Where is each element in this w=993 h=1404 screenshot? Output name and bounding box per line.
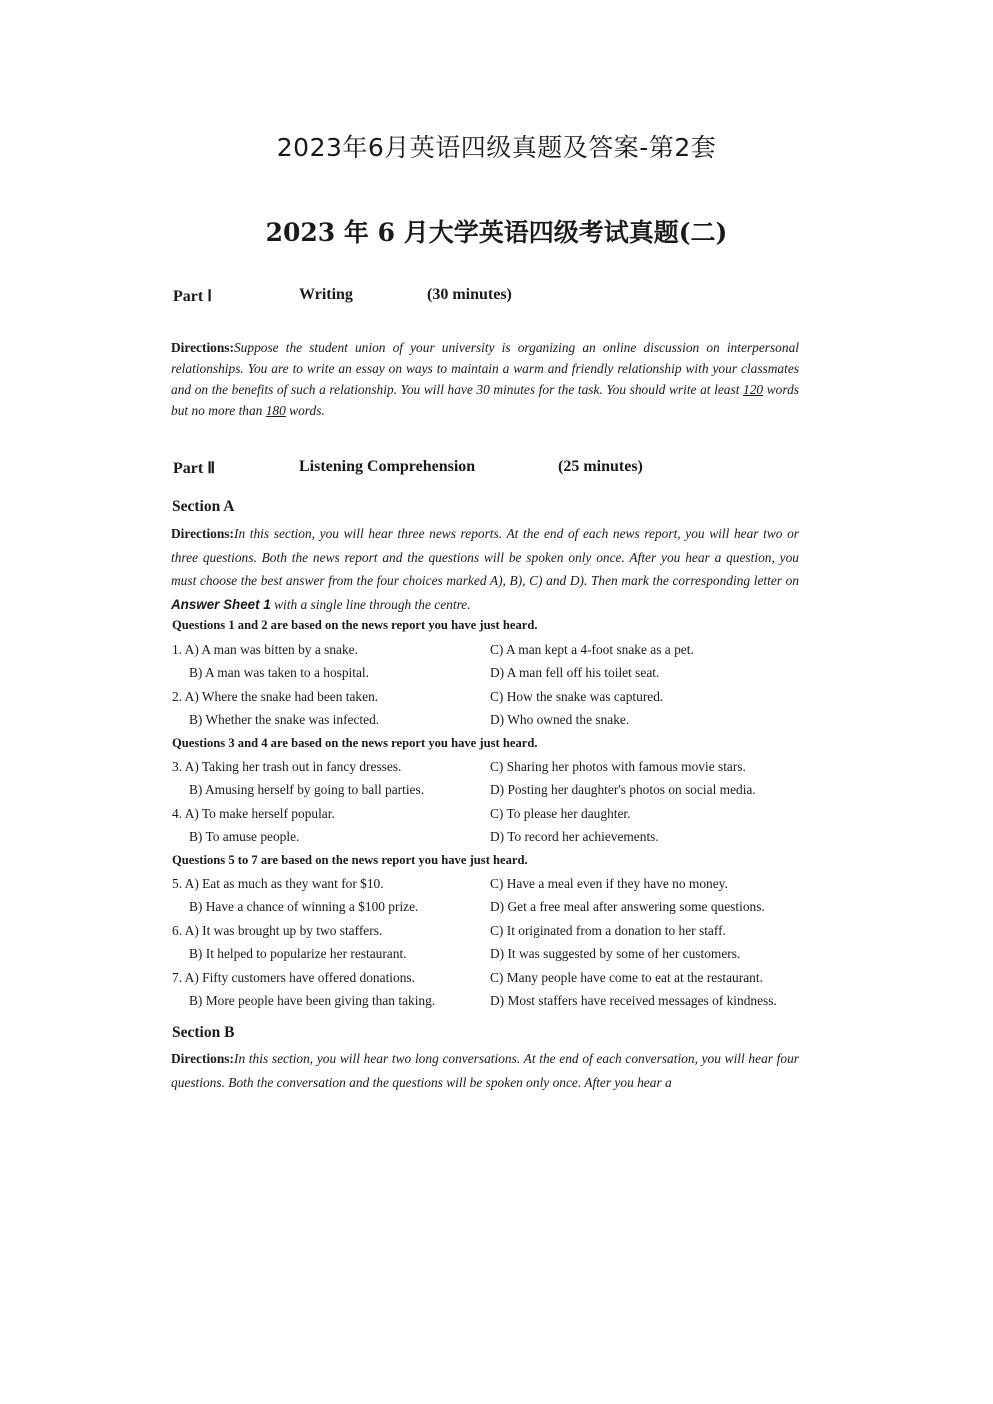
directions-text: with a single line through the centre. [270, 596, 471, 612]
q6-option-a: 6. A) It was brought up by two staffers. [172, 923, 383, 938]
question-group-heading: Questions 3 and 4 are based on the news report you have just heard. [172, 736, 538, 750]
part2-name: Listening Comprehension [299, 458, 476, 475]
q5-option-b: B) Have a chance of winning a $100 prize. [189, 899, 419, 914]
directions-text: words. [285, 403, 325, 418]
answer-sheet-label: Answer Sheet 1 [171, 596, 271, 612]
directions-label: Directions: [171, 1051, 234, 1066]
q7-option-b: B) More people have been giving than taking. [189, 993, 436, 1008]
q3-option-a: 3. A) Taking her trash out in fancy dresses. [172, 759, 402, 774]
q6-option-c: C) It originated from a donation to her staff. [490, 923, 726, 938]
q1-option-a: 1. A) A man was bitten by a snake. [172, 642, 358, 657]
directions-label: Directions: [171, 526, 234, 541]
q5-option-a: 5. A) Eat as much as they want for $10. [172, 876, 384, 891]
section-b-directions [171, 1047, 799, 1094]
q2-option-b: B) Whether the snake was infected. [189, 712, 380, 727]
q7-option-d: D) Most staffers have received messages of kindness. [490, 993, 777, 1008]
exam-title: 2023 年 6 月大学英语四级考试真题(二) [265, 218, 728, 247]
part1-directions [171, 337, 799, 421]
directions-text: Suppose the student union of your university is organizing an online discussion on interpersonal relationships. You are to write an essay on ways to maintain a warm and friendly relationship with your classmates and on the benefits of such a relationship. You will have 30 minutes for the task. You should write at least [171, 340, 799, 397]
part2-time: (25 minutes) [558, 458, 643, 475]
q1-option-b: B) A man was taken to a hospital. [189, 665, 370, 680]
section-a-directions [171, 522, 799, 616]
question-group-heading: Questions 5 to 7 are based on the news report you have just heard. [172, 853, 528, 867]
q2-option-c: C) How the snake was captured. [490, 689, 664, 704]
directions-text: words but no more than [171, 382, 799, 418]
q2-option-d: D) Who owned the snake. [490, 712, 630, 727]
min-words: 120 [743, 382, 764, 397]
q7-option-c: C) Many people have come to eat at the restaurant. [490, 970, 763, 985]
q5-option-d: D) Get a free meal after answering some questions. [490, 899, 765, 914]
q4-option-b: B) To amuse people. [189, 829, 300, 844]
section-a-title: Section A [172, 498, 235, 515]
part1-name: Writing [299, 286, 353, 303]
question-group-heading: Questions 1 and 2 are based on the news report you have just heard. [172, 618, 538, 632]
directions-text: In this section, you will hear two long conversations. At the end of each conversation, you will hear four questions. Both the conversation and the questions will be spoken only once. After you hear a [171, 1051, 799, 1090]
q1-option-d: D) A man fell off his toilet seat. [490, 665, 660, 680]
q6-option-d: D) It was suggested by some of her customers. [490, 946, 741, 961]
q3-option-d: D) Posting her daughter's photos on social media. [490, 782, 756, 797]
part1-label: Part Ⅰ [173, 288, 212, 305]
q3-option-c: C) Sharing her photos with famous movie stars. [490, 759, 746, 774]
q3-option-b: B) Amusing herself by going to ball parties. [189, 782, 425, 797]
directions-text: In this section, you will hear three news reports. At the end of each news report, you will hear two or three questions. Both the news report and the questions will be spoken only once. After you hear a question, you must choose the best answer from the four choices marked A), B), C) and D). Then mark the corresponding letter on [171, 526, 799, 588]
q4-option-d: D) To record her achievements. [490, 829, 659, 844]
document-title: 2023年6月英语四级真题及答案-第2套 [276, 133, 717, 162]
directions-label: Directions: [171, 340, 234, 355]
part2-label: Part Ⅱ [173, 460, 216, 477]
section-b-title: Section B [172, 1024, 235, 1041]
max-words: 180 [265, 403, 286, 418]
q4-option-c: C) To please her daughter. [490, 806, 631, 821]
q1-option-c: C) A man kept a 4-foot snake as a pet. [490, 642, 694, 657]
q4-option-a: 4. A) To make herself popular. [172, 806, 335, 821]
q6-option-b: B) It helped to popularize her restaurant. [189, 946, 407, 961]
q5-option-c: C) Have a meal even if they have no money. [490, 876, 728, 891]
q7-option-a: 7. A) Fifty customers have offered donations. [172, 970, 415, 985]
q2-option-a: 2. A) Where the snake had been taken. [172, 689, 379, 704]
part1-time: (30 minutes) [427, 286, 512, 303]
